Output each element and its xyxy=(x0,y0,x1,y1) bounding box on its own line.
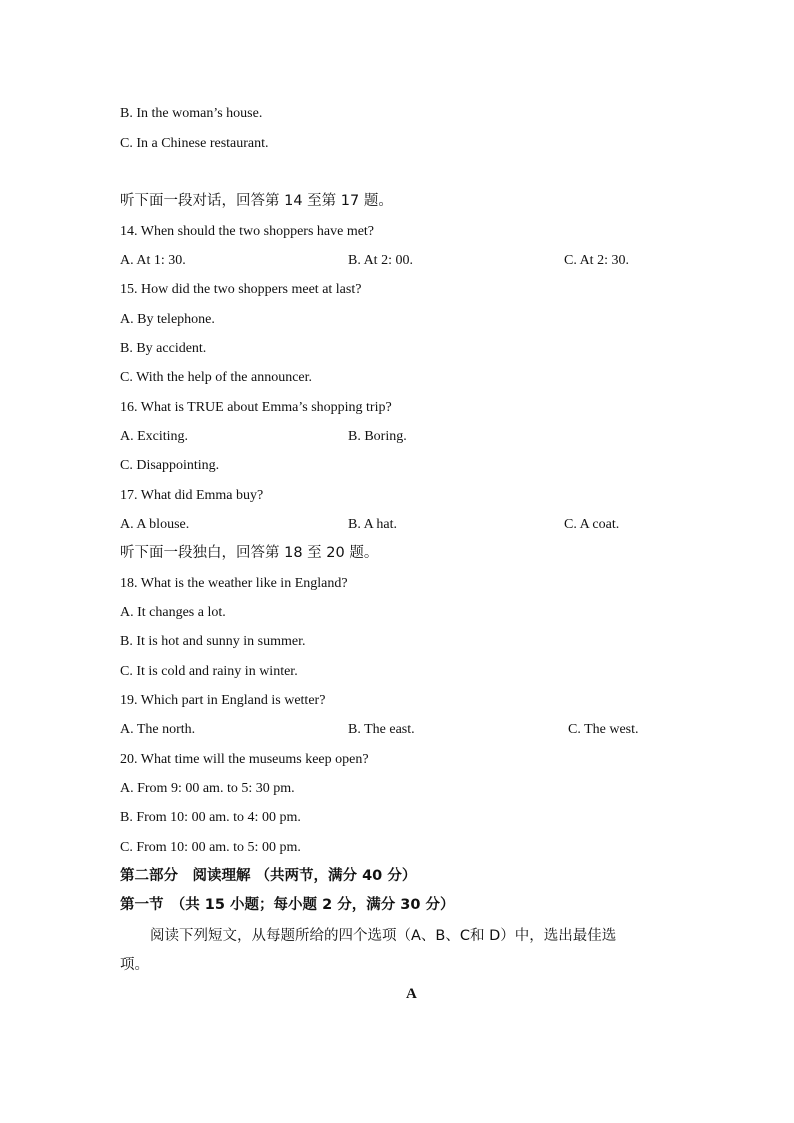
q17-option-b: B. A hat. xyxy=(348,517,398,532)
reading-instruction-line-1: 阅读下列短文，从每题所给的四个选项（A、B、C和 D）中，选出最佳选 xyxy=(150,928,617,944)
reading-instruction-line-2: 项。 xyxy=(120,957,149,973)
question-20: 20. What time will the museums keep open? xyxy=(120,752,369,767)
section-heading-14-17: 听下面一段对话，回答第 14 至第 17 题。 xyxy=(120,193,393,209)
q14-option-c: C. At 2: 30. xyxy=(564,253,629,268)
question-19: 19. Which part in England is wetter? xyxy=(120,693,326,708)
passage-letter-a: A xyxy=(406,986,417,1002)
q19-option-a: A. The north. xyxy=(120,722,196,737)
q20-option-c: C. From 10: 00 am. to 5: 00 pm. xyxy=(120,840,301,855)
q15-option-b: B. By accident. xyxy=(120,341,207,356)
question-18: 18. What is the weather like in England? xyxy=(120,576,348,591)
q18-option-b: B. It is hot and sunny in summer. xyxy=(120,634,306,649)
q15-option-a: A. By telephone. xyxy=(120,312,215,327)
q16-option-a: A. Exciting. xyxy=(120,429,189,444)
q17-option-a: A. A blouse. xyxy=(120,517,190,532)
part-two-heading: 第二部分 阅读理解 （共两节，满分 40 分） xyxy=(120,868,417,884)
q15-option-c: C. With the help of the announcer. xyxy=(120,370,313,385)
question-16: 16. What is TRUE about Emma’s shopping trip? xyxy=(120,400,392,415)
section-heading-18-20: 听下面一段独白，回答第 18 至 20 题。 xyxy=(120,545,379,561)
question-17: 17. What did Emma buy? xyxy=(120,488,264,503)
q18-option-a: A. It changes a lot. xyxy=(120,605,226,620)
q16-option-b: B. Boring. xyxy=(348,429,407,444)
q18-option-c: C. It is cold and rainy in winter. xyxy=(120,664,298,679)
q20-option-b: B. From 10: 00 am. to 4: 00 pm. xyxy=(120,810,301,825)
question-15: 15. How did the two shoppers meet at last? xyxy=(120,282,362,297)
question-14: 14. When should the two shoppers have met? xyxy=(120,224,375,239)
q17-option-c: C. A coat. xyxy=(564,517,620,532)
q16-option-c: C. Disappointing. xyxy=(120,458,220,473)
q19-option-b: B. The east. xyxy=(348,722,415,737)
q13-option-b: B. In the woman’s house. xyxy=(120,106,263,121)
q14-option-b: B. At 2: 00. xyxy=(348,253,413,268)
section-one-heading: 第一节 （共 15 小题；每小题 2 分，满分 30 分） xyxy=(120,897,455,913)
q20-option-a: A. From 9: 00 am. to 5: 30 pm. xyxy=(120,781,295,796)
q19-option-c: C. The west. xyxy=(568,722,639,737)
q13-option-c: C. In a Chinese restaurant. xyxy=(120,136,269,151)
q14-option-a: A. At 1: 30. xyxy=(120,253,186,268)
